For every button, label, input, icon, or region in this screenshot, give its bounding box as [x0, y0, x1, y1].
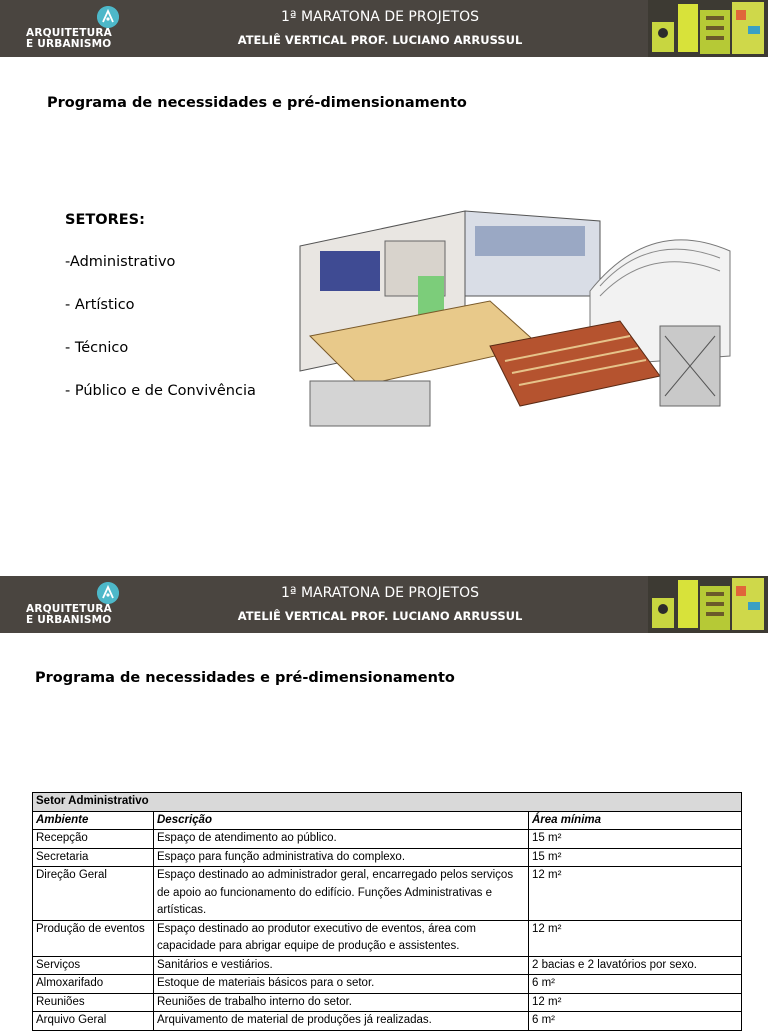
- cell-ambiente: Almoxarifado: [33, 975, 154, 994]
- slide-heading: Programa de necessidades e pré-dimensionamento: [47, 95, 467, 111]
- cell-descricao: Arquivamento de material de produções já realizadas.: [154, 1012, 529, 1031]
- table-row: [33, 1012, 742, 1031]
- cell-area: 12 m²: [529, 993, 742, 1012]
- cell-area: 6 m²: [529, 1012, 742, 1031]
- cell-ambiente: Reuniões: [33, 993, 154, 1012]
- school-logo-icon: [97, 6, 119, 28]
- banner-subtitle: ATELIÊ VERTICAL PROF. LUCIANO ARRUSSUL: [237, 33, 523, 47]
- cell-ambiente: Produção de eventos: [33, 920, 154, 956]
- cell-area: 15 m²: [529, 848, 742, 867]
- slide-2: [0, 576, 768, 1024]
- cell-descricao: Reuniões de trabalho interno do setor.: [154, 993, 529, 1012]
- sector-item: - Técnico: [65, 340, 129, 356]
- cell-descricao: Espaço destinado ao produtor executivo de eventos, área com capacidade para abrigar equipe de produção e assistentes.: [154, 920, 529, 956]
- table-row: [33, 956, 742, 975]
- cell-descricao: Espaço de atendimento ao público.: [154, 830, 529, 849]
- cell-area: 15 m²: [529, 830, 742, 849]
- table-header-row: [33, 811, 742, 830]
- column-header: Área mínima: [529, 811, 742, 830]
- cell-ambiente: Serviços: [33, 956, 154, 975]
- sector-item: -Administrativo: [65, 254, 176, 270]
- cell-descricao: Estoque de materiais básicos para o setor.: [154, 975, 529, 994]
- table-row: [33, 975, 742, 994]
- sector-title: Setor Administrativo: [33, 793, 742, 812]
- cell-area: 6 m²: [529, 975, 742, 994]
- cell-ambiente: Arquivo Geral: [33, 1012, 154, 1031]
- table-row: [33, 830, 742, 849]
- table-row: [33, 920, 742, 956]
- header-banner: [0, 0, 768, 57]
- banner-title: 1ª MARATONA DE PROJETOS: [280, 585, 480, 601]
- banner-subtitle: ATELIÊ VERTICAL PROF. LUCIANO ARRUSSUL: [237, 609, 523, 623]
- cell-area: 2 bacias e 2 lavatórios por sexo.: [529, 956, 742, 975]
- table-row: [33, 993, 742, 1012]
- cell-descricao: Espaço para função administrativa do complexo.: [154, 848, 529, 867]
- sector-item: - Público e de Convivência: [65, 383, 256, 399]
- table-row: [33, 848, 742, 867]
- theater-cutaway-icon: [290, 196, 742, 442]
- header-banner: [0, 576, 768, 633]
- banner-art-icon: [648, 0, 768, 57]
- column-header: Descrição: [154, 811, 529, 830]
- sectors-list: [65, 212, 256, 426]
- sectors-title: SETORES:: [65, 212, 145, 228]
- logo-text: ARQUITETURA E URBANISMO: [26, 603, 113, 626]
- cell-area: 12 m²: [529, 867, 742, 921]
- logo-text: ARQUITETURA E URBANISMO: [26, 27, 113, 50]
- banner-art-icon: [648, 576, 768, 633]
- sector-item: - Artístico: [65, 297, 135, 313]
- banner-title: 1ª MARATONA DE PROJETOS: [280, 9, 480, 25]
- program-table: [32, 792, 742, 1031]
- cell-ambiente: Secretaria: [33, 848, 154, 867]
- table-sector-row: [33, 793, 742, 812]
- slide-heading: Programa de necessidades e pré-dimensionamento: [35, 670, 455, 686]
- cell-area: 12 m²: [529, 920, 742, 956]
- column-header: Ambiente: [33, 811, 154, 830]
- cell-ambiente: Direção Geral: [33, 867, 154, 921]
- table-row: [33, 867, 742, 921]
- cell-ambiente: Recepção: [33, 830, 154, 849]
- cell-descricao: Sanitários e vestiários.: [154, 956, 529, 975]
- school-logo-icon: [97, 582, 119, 604]
- cell-descricao: Espaço destinado ao administrador geral, encarregado pelos serviços de apoio ao funcionamento do edifício. Funções Administrativas e artísticas.: [154, 867, 529, 921]
